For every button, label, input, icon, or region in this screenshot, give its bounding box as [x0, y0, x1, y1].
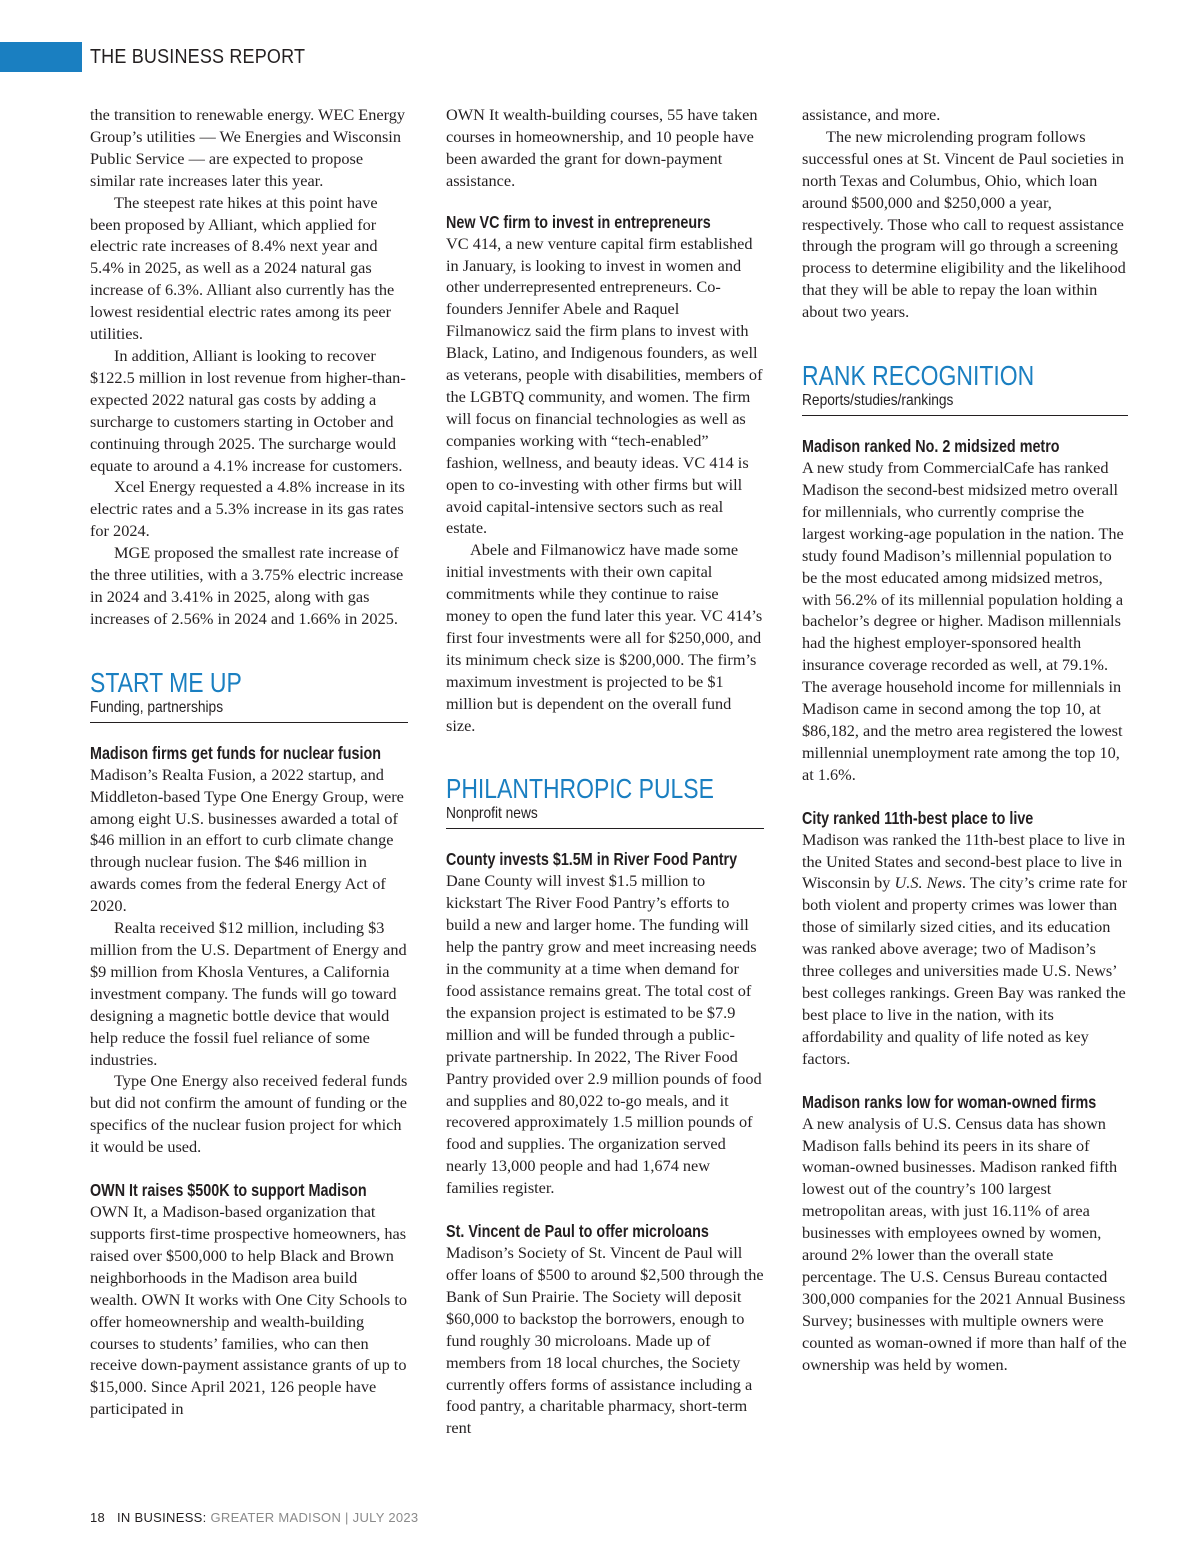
- article-headline: Madison firms get funds for nuclear fusion: [90, 742, 382, 763]
- article-headline: New VC firm to invest in entrepreneurs: [446, 211, 711, 232]
- article-headline: City ranked 11th-best place to live: [802, 807, 1034, 828]
- column-1: [90, 104, 408, 1420]
- section-subtitle: Funding, partnerships: [90, 698, 224, 716]
- body-paragraph: OWN It, a Madison-based organization that supports first-time prospective homeowners, has raised over $500,000 to help Black and Brown neighborhoods in the Madison area build wealth. OWN It works with One City Schools to offer homeownership and wealth-building courses to students’ families, who can then receive down-payment assistance grants of up to $15,000. Since April 2021, 126 people have participated in: [90, 1202, 407, 1419]
- article-headline: OWN It raises $500K to support Madison: [90, 1180, 367, 1201]
- article-headline: County invests $1.5M in River Food Pantry: [446, 849, 738, 870]
- section-title-philanthropic-pulse: PHILANTHROPIC PULSE: [446, 773, 714, 805]
- body-text: Madison was ranked the 11th-best place to live in the United States and second-best place to live in Wisconsin by: [802, 829, 1126, 893]
- body-paragraph: MGE proposed the smallest rate increase of the three utilities, with a 3.75% electric increase in 2024 and 3.41% in 2025, along with gas increases of 2.56% in 2024 and 1.66% in 2025.: [90, 543, 404, 628]
- body-paragraph: A new study from CommercialCafe has ranked Madison the second-best midsized metro overall for millennials, who currently comprise the largest working-age population in the nation. The study found Madison’s millennial population to be the most educated among midsized metros, with 56.2% of its millennial population holding a bachelor’s degree or higher. Madison millennials had the highest employer-sponsored health insurance coverage recorded as well, at 79.1%. The average household income for millennials in Madison came in second among the top 10, at $86,182, and the metro area registered the lowest millennial unemployment rate among the top 10, at 1.6%.: [802, 458, 1124, 784]
- section-header-title: THE BUSINESS REPORT: [90, 46, 306, 68]
- publication-name: IN BUSINESS:: [116, 1510, 207, 1525]
- edition-label: GREATER MADISON | JULY 2023: [210, 1510, 419, 1525]
- body-paragraph: Abele and Filmanowicz have made some initial investments with their own capital commitments while they continue to raise money to open the fund later this year. VC 414’s first four investments were all for $250,000, and its minimum check size is $200,000. The firm’s maximum investment is projected to be $1 million but is dependent on the overall fund size.: [446, 540, 763, 735]
- body-paragraph: the transition to renewable energy. WEC Energy Group’s utilities — We Energies and Wisconsin Public Service — are expected to propose similar rate increases later this year.: [90, 105, 405, 190]
- section-subtitle: Nonprofit news: [446, 805, 538, 823]
- body-paragraph: The steepest rate hikes at this point have been proposed by Alliant, which applied for electric rate increases of 8.4% next year and 5.4% in 2025, as well as a 2024 natural gas increase of 6.3%. Alliant also currently has the lowest residential electric rates among its peer utilities.: [90, 192, 395, 344]
- publication-name: U.S. News: [894, 873, 962, 893]
- body-paragraph: Madison’s Society of St. Vincent de Paul will offer loans of $500 to around $2,500 through the Bank of Sun Prairie. The Society will deposit $60,000 to backstop the borrowers, enough to fund roughly 30 microloans. Made up of members from 18 local churches, the Society currently offers forms of assistance including a food pantry, a charitable pharmacy, short-term rent: [446, 1243, 764, 1438]
- section-subtitle: Reports/studies/rankings: [802, 392, 954, 410]
- header-accent-bar: [0, 42, 82, 72]
- column-3: [802, 104, 1128, 1376]
- body-paragraph: Realta received $12 million, including $3 million from the U.S. Department of Energy and $9 million from Khosla Ventures, a California investment company. The funds will go toward designing a magnetic bottle device that would help reduce the fossil fuel reliance of some industries.: [90, 918, 407, 1069]
- body-paragraph: OWN It wealth-building courses, 55 have taken courses in homeownership, and 10 people have been awarded the grant for down-payment assistance.: [446, 105, 758, 190]
- page-number: 18: [90, 1510, 106, 1525]
- body-paragraph: The new microlending program follows successful ones at St. Vincent de Paul societies in north Texas and Columbus, Ohio, which loan around $500,000 and $250,000 a year, respectively. Those who call to request assistance through the program will go through a screening process to determine eligibility and the likelihood that they will be able to repay the loan within about two years.: [802, 126, 1126, 322]
- body-paragraph: Dane County will invest $1.5 million to kickstart The River Food Pantry’s efforts to build a new and larger home. The funding will help the pantry grow and meet increasing needs in the community at a time when demand for food assistance remains great. The total cost of the expansion project is estimated to be $7.9 million and will be funded through a public-private partnership. In 2022, The River Food Pantry provided over 2.9 million pounds of food and supplies and 80,022 to-go meals, and it recovered approximately 1.5 million pounds of food and supplies. The organization served nearly 13,000 people and had 1,674 new families register.: [446, 871, 762, 1198]
- body-text: . The city’s crime rate for both violent and property crimes was lower than those of similarly sized cities, and its education was ranked above average; two of Madison’s three colleges and universities made U.S. News’ best colleges rankings. Green Bay was ranked the best place to live in the nation, with its affordability and quality of life noted as key factors.: [802, 873, 1128, 1068]
- article-headline: Madison ranked No. 2 midsized metro: [802, 436, 1060, 457]
- body-paragraph: VC 414, a new venture capital firm established in January, is looking to invest in women and other underrepresented entrepreneurs. Co-founders Jennifer Abele and Raquel Filmanowicz said the firm plans to invest with Black, Latino, and Indigenous founders, as well as veterans, people with disabilities, members of the LGBTQ community, and women. The firm will focus on financial technologies as well as companies working with “tech-enabled” fashion, wellness, and beauty ideas. VC 414 is open to co-investing with other firms but will avoid capital-intensive sectors such as real estate.: [446, 233, 763, 538]
- body-paragraph: A new analysis of U.S. Census data has shown Madison falls behind its peers in its share of woman-owned businesses. Madison ranked fifth lowest out of the country’s 100 largest metropolitan areas, with just 16.11% of area businesses with employees owned by women, around 2% lower than the overall state percentage. The U.S. Census Bureau contacted 300,000 companies for the 2021 Annual Business Survey; businesses with multiple owners were counted as woman-owned if more than half of the ownership was held by women.: [802, 1113, 1127, 1374]
- section-title-rank-recognition: RANK RECOGNITION: [802, 360, 1035, 392]
- body-paragraph: Xcel Energy requested a 4.8% increase in its electric rates and a 5.3% increase in its gas rates for 2024.: [90, 477, 405, 541]
- page-footer: [90, 1510, 418, 1525]
- article-headline: St. Vincent de Paul to offer microloans: [446, 1221, 709, 1242]
- body-paragraph: assistance, and more.: [802, 105, 941, 124]
- body-paragraph: In addition, Alliant is looking to recover $122.5 million in lost revenue from higher-than-expected 2022 natural gas costs by adding a surcharge to customers starting in October and continuing through 2025. The surcharge would equate to around a 4.1% increase for customers.: [90, 345, 406, 475]
- body-paragraph: [802, 829, 1128, 1070]
- body-paragraph: Madison’s Realta Fusion, a 2022 startup, and Middleton-based Type One Energy Group, were among eight U.S. businesses awarded a total of $46 million in an effort to curb climate change through nuclear fusion. The $46 million in awards comes from the federal Energy Act of 2020.: [90, 764, 404, 916]
- body-paragraph: Type One Energy also received federal funds but did not confirm the amount of funding or the specifics of the nuclear fusion project for which it would be used.: [90, 1071, 408, 1157]
- column-2: [446, 104, 764, 1439]
- section-title-start-me-up: START ME UP: [90, 666, 242, 698]
- article-headline: Madison ranks low for woman-owned firms: [802, 1091, 1097, 1112]
